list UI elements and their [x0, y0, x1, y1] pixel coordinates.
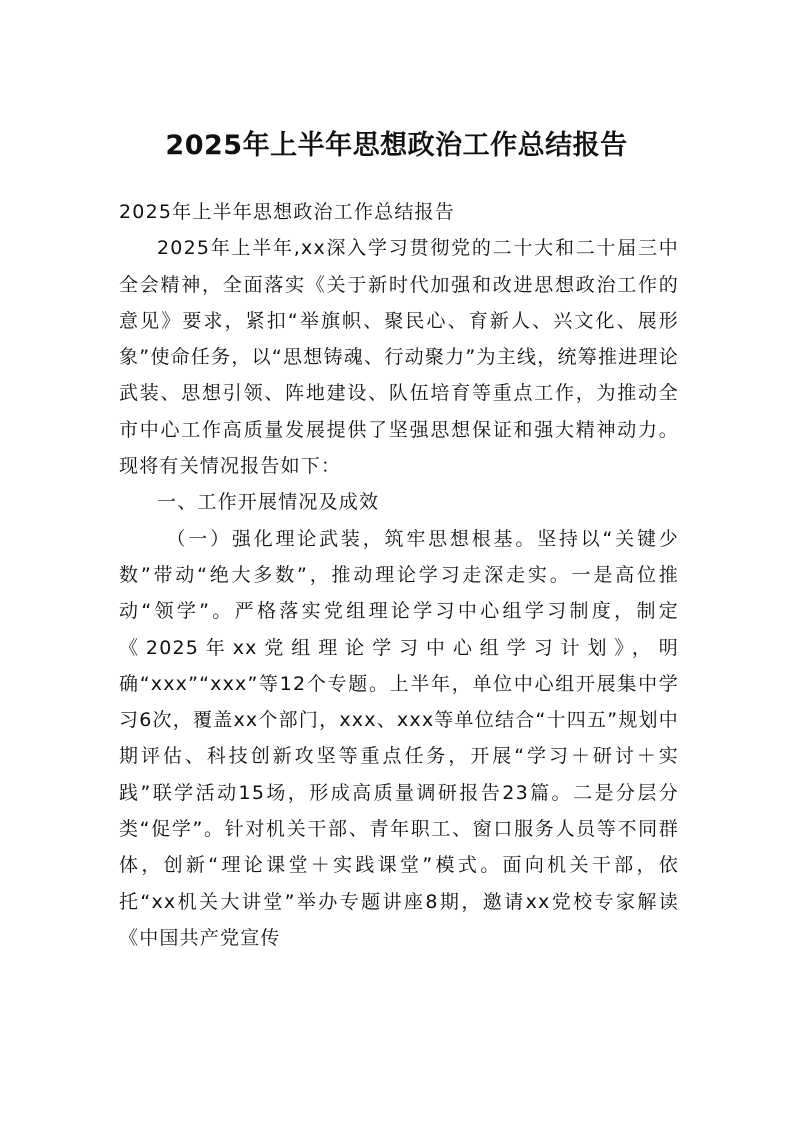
document-body — [119, 194, 679, 956]
section-heading: 一、工作开展情况及成效 — [157, 491, 380, 514]
intro-paragraph: 2025年上半年,xx深入学习贯彻党的二十大和二十届三中全会精神，全面落实《关于新时代加强和改进思想政治工作的意见》要求，紧扣“举旗帜、聚民心、育新人、兴文化、展形象”使命任务，以“思想铸魂、行动聚力”为主线，统筹推进理论武装、思想引领、阵地建设、队伍培育等重点工作，为推动全市中心工作高质量发展提供了坚强思想保证和强大精神动力。现将有关情况报告如下： — [119, 237, 679, 478]
section-paragraph: （一）强化理论武装，筑牢思想根基。坚持以“关键少数”带动“绝大多数”，推动理论学习走深走实。一是高位推动“领学”。严格落实党组理论学习中心组学习制度，制定《2025年xx党组理论学习中心组学习计划》，明确“xxx”“xxx”等12个专题。上半年，单位中心组开展集中学习6次，覆盖xx个部门，xxx、xxx等单位结合“十四五”规划中期评估、科技创新攻坚等重点任务，开展“学习＋研讨＋实践”联学活动15场，形成高质量调研报告23篇。二是分层分类“促学”。针对机关干部、青年职工、窗口服务人员等不同群体，创新“理论课堂＋实践课堂”模式。面向机关干部，依托“xx机关大讲堂”举办专题讲座8期，邀请xx党校专家解读《中国共产党宣传 — [119, 527, 679, 949]
document-title: 2025年上半年思想政治工作总结报告 — [165, 130, 628, 161]
document-subtitle: 2025年上半年思想政治工作总结报告 — [119, 201, 455, 223]
